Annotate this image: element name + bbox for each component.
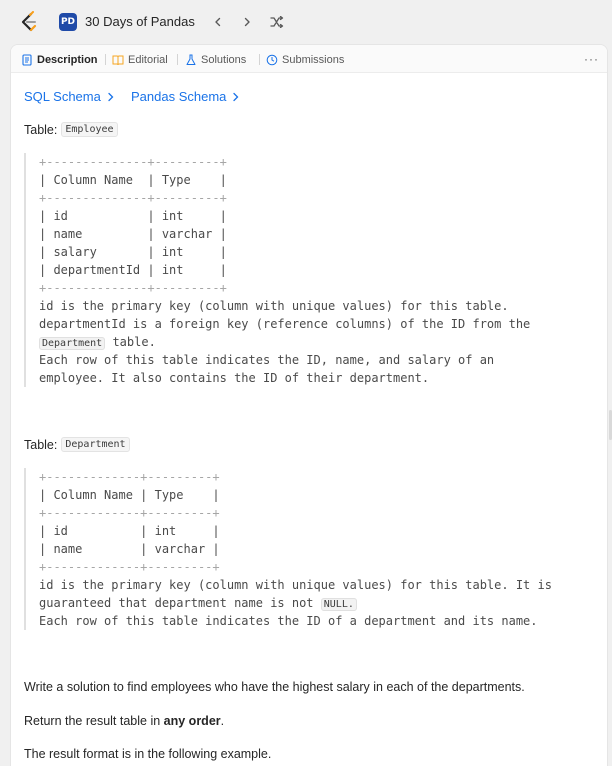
department-table-chip: Department (39, 337, 105, 350)
schema-line: +--------------+---------+ (39, 155, 227, 169)
more-options-icon[interactable]: ··· (584, 52, 599, 66)
schema-line: +--------------+---------+ (39, 191, 227, 205)
tab-description[interactable] (21, 52, 98, 68)
schema-line: +-------------+---------+ (39, 506, 220, 520)
top-bar (0, 0, 612, 44)
tab-submissions[interactable] (266, 52, 344, 68)
chevron-right-icon (232, 92, 240, 102)
study-plan-title[interactable]: 30 Days of Pandas (85, 14, 195, 29)
chevron-right-icon (107, 92, 115, 102)
breadcrumb-sql-schema[interactable] (24, 89, 115, 104)
schema-line: | Column Name | Type | (39, 173, 227, 187)
panel-tabs (11, 45, 608, 73)
leetcode-logo-icon[interactable] (18, 11, 40, 33)
tab-editorial[interactable] (112, 52, 168, 68)
book-icon (112, 54, 124, 66)
tab-divider (177, 54, 178, 65)
return-text: . (220, 714, 225, 728)
schema-line (39, 333, 596, 351)
return-emphasis: any order (163, 714, 221, 728)
breadcrumb-label: SQL Schema (24, 89, 101, 104)
tab-divider (105, 54, 106, 65)
tab-label: Editorial (128, 54, 168, 66)
department-schema-block (24, 468, 596, 630)
schema-line: id is the primary key (column with unique values) for this table. (39, 299, 509, 313)
schema-line: Each row of this table indicates the ID of a department and its name. (39, 614, 538, 628)
problem-format: The result format is in the following example. (24, 747, 272, 761)
table-label: Table: (24, 437, 58, 452)
schema-line: Each row of this table indicates the ID, name, and salary of an (39, 353, 495, 367)
schema-text: table. (105, 335, 156, 349)
schema-line: | salary | int | (39, 245, 227, 259)
tab-label: Submissions (282, 54, 345, 66)
schema-line (39, 594, 596, 612)
tab-divider (259, 54, 260, 65)
schema-line: | departmentId | int | (39, 263, 227, 277)
flask-icon (185, 54, 197, 66)
department-table-heading (24, 437, 130, 452)
employee-table-heading (24, 122, 118, 137)
schema-line: id is the primary key (column with unique values) for this table. It is (39, 578, 552, 592)
schema-line: employee. It also contains the ID of their department. (39, 371, 430, 385)
schema-line: | id | int | (39, 209, 227, 223)
document-icon (21, 54, 33, 66)
table-label: Table: (24, 122, 58, 137)
schema-line: +--------------+---------+ (39, 281, 227, 295)
problem-task: Write a solution to find employees who have the highest salary in each of the departments. (24, 680, 525, 694)
breadcrumb-label: Pandas Schema (131, 89, 227, 104)
shuffle-icon[interactable] (267, 12, 287, 32)
breadcrumb-pandas-schema[interactable] (131, 89, 240, 104)
schema-line: departmentId is a foreign key (reference columns) of the ID from the (39, 317, 531, 331)
schema-line: | Column Name | Type | (39, 488, 220, 502)
table-name-chip: Department (61, 437, 129, 452)
study-plan-badge: PD (59, 13, 77, 31)
chevron-right-icon[interactable] (237, 12, 257, 32)
schema-line: | id | int | (39, 524, 220, 538)
problem-return (24, 714, 224, 728)
chevron-left-icon[interactable] (208, 12, 228, 32)
schema-line: +-------------+---------+ (39, 560, 220, 574)
schema-line: +-------------+---------+ (39, 470, 220, 484)
employee-schema-block (24, 153, 596, 387)
schema-line: | name | varchar | (39, 542, 220, 556)
return-text: Return the result table in (24, 714, 164, 728)
clock-icon (266, 54, 278, 66)
schema-text: guaranteed that department name is not (39, 596, 321, 610)
null-chip: NULL. (321, 598, 357, 611)
description-panel (10, 44, 608, 766)
schema-line: | name | varchar | (39, 227, 227, 241)
table-name-chip: Employee (61, 122, 117, 137)
tab-solutions[interactable] (185, 52, 246, 68)
tab-label: Solutions (201, 54, 247, 66)
tab-label: Description (37, 54, 98, 66)
